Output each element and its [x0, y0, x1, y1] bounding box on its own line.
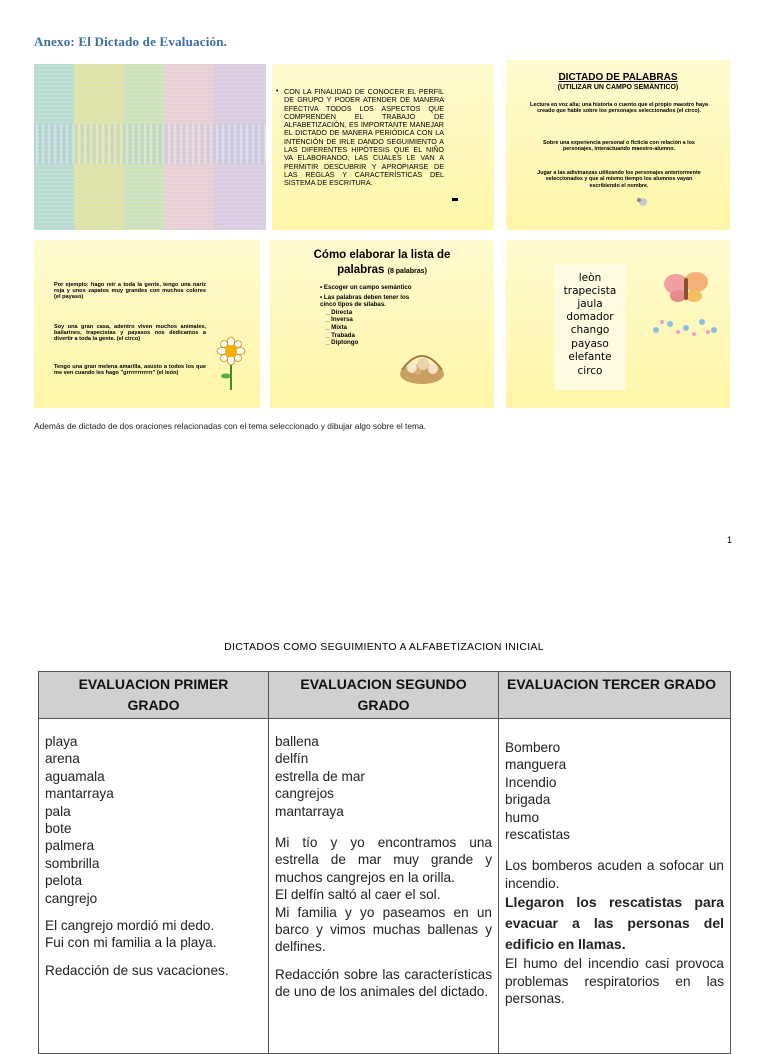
- slide5-list: • Escoger un campo semántico • Las palabras deben tener los cinco tipos de sílabas. _ Directa _ Inversa _ Mixta _ Trabada _ Diptongo: [320, 284, 412, 347]
- table-caption: DICTADOS COMO SEGUIMIENTO A ALFABETIZACION INICIAL: [224, 641, 544, 653]
- third-grade-cell: [499, 719, 731, 1054]
- slide6-word: circo: [577, 365, 603, 377]
- flowers-icon: [650, 316, 720, 338]
- word-item: aguamala: [45, 768, 105, 784]
- page-number: 1: [727, 535, 733, 545]
- sentence: El humo del incendio casi provoca problemas respiratorios en las personas.: [505, 956, 724, 1007]
- header-first-grade: EVALUACION PRIMER GRADO: [39, 672, 269, 719]
- header-second-grade: EVALUACION SEGUNDO GRADO: [269, 672, 499, 719]
- second-grade-cell: [269, 719, 499, 1054]
- slide3-subtitle: (UTILIZAR UN CAMPO SEMÁNTICO): [557, 84, 679, 91]
- annex-title: Anexo: El Dictado de Evaluación.: [34, 34, 228, 49]
- slide-thumbnail-6: [506, 240, 730, 408]
- word-item: mantarraya: [275, 803, 344, 819]
- word-item: pelota: [45, 873, 83, 889]
- slide6-word: jaula: [577, 298, 603, 310]
- dot-mark: [452, 198, 458, 201]
- sentence: El delfín saltó al caer el sol.: [275, 887, 441, 903]
- word-item: cangrejos: [275, 786, 334, 802]
- slide2-bullet: •: [276, 88, 279, 95]
- sentence: Fui con mi familia a la playa.: [45, 935, 217, 951]
- slide3-paragraph-2: Sobre una experiencia personal o ficticia con relación a los personajes, interactuando maestro-alumno.: [543, 140, 695, 153]
- sentence: El cangrejo mordió mi dedo.: [45, 918, 215, 934]
- writing-task: Redacción de sus vacaciones.: [45, 962, 229, 978]
- writing-task: Redacción sobre las características de uno de los animales del dictado.: [275, 966, 492, 1000]
- evaluation-table: [38, 671, 731, 1054]
- word-item: rescatistas: [505, 827, 570, 843]
- slide-thumbnail-4: [34, 240, 260, 408]
- slide3-paragraph-3: Jugar a las adivinanzas utilizando los personajes anteriormente seleccionados y que al mismo tiempo los alumnos vayan escribiendo el nombre.: [537, 170, 701, 189]
- slide5-title: Cómo elaborar la lista de palabras (8 palabras): [313, 249, 451, 276]
- word-item: humo: [505, 809, 540, 825]
- slide6-word: trapecista: [563, 285, 617, 297]
- word-item: palmera: [45, 838, 95, 854]
- word-item: Incendio: [505, 774, 557, 790]
- basket-icon: [396, 340, 448, 386]
- slide4-paragraph-2: Soy una gran casa, adentro viven muchos animales, bailarines, trapecistas y payasos nos dedicamos a divertir a toda la gente. (el circo): [54, 324, 206, 343]
- sentence: Mi tío y yo encontramos una estrella de mar muy grande y muchos cangrejos en la orilla.: [275, 835, 492, 885]
- slide6-word: chango: [570, 324, 610, 336]
- slide6-word: domador: [566, 311, 614, 323]
- decorative-clown-icon: [634, 196, 652, 208]
- word-item: bote: [45, 821, 72, 837]
- word-item: cangrejo: [45, 890, 98, 906]
- sentence: Los bomberos acuden a sofocar un incendio.: [505, 858, 724, 891]
- note-text: Además de dictado de dos oraciones relacionadas con el tema seleccionado y dibujar algo sobre el tema.: [34, 421, 427, 431]
- word-item: pala: [45, 803, 71, 819]
- word-item: ballena: [275, 734, 319, 749]
- slide-thumbnail-1: [34, 64, 266, 230]
- slide6-word: leòn: [578, 272, 602, 284]
- word-item: mantarraya: [45, 786, 114, 802]
- slide6-word: payaso: [571, 338, 609, 350]
- flower-icon: [216, 336, 246, 390]
- slide3-title: DICTADO DE PALABRAS: [558, 72, 678, 83]
- word-item: delfín: [275, 751, 309, 767]
- slide-thumbnail-3: [506, 60, 730, 230]
- table-row: [39, 719, 731, 1054]
- word-item: sombrilla: [45, 855, 100, 871]
- word-item: playa: [45, 734, 78, 749]
- word-item: manguera: [505, 757, 567, 773]
- slide-thumbnail-5: [270, 240, 494, 408]
- first-grade-cell: [39, 719, 269, 1054]
- table-header-row: [39, 672, 731, 719]
- slide2-text: CON LA FINALIDAD DE CONOCER EL PERFIL DE GRUPO Y PODER ATENDER DE MANERA EFECTIVA TODOS LOS ASPECTOS QUE COMPRENDEN EL TRABAJO DE ALFABETIZACIÓN, ES IMPORTANTE MANEJAR EL DICTADO DE MANERA PERIÓDICA CON LA INTENCIÓN DE IRLE DANDO SEGUIMIENTO A LAS DIFERENTES HIPÓTESIS QUE EL NIÑO VA ELABORANDO, LAS CUALES LE VAN A PERMITIR DESCUBRIR Y APROPIARSE DE LAS REGLAS Y CARACTERÍSTICAS DEL SISTEMA DE ESCRITURA.: [284, 87, 444, 188]
- slide3-paragraph-1: Lectura en voz alta; una historia o cuento que el propio maestro haya creado que hable sobre los personajes seleccionados (el circo).: [530, 102, 708, 115]
- word-item: brigada: [505, 792, 551, 808]
- slide-thumbnail-2: [272, 64, 494, 230]
- word-item: estrella de mar: [275, 768, 365, 784]
- header-third-grade: EVALUACION TERCER GRADO: [499, 672, 731, 719]
- slide4-paragraph-3: Tengo una gran melena amarilla, asusto a todos los que me ven cuando les hago "grrrrrrrrrrrr" (el león): [54, 364, 206, 377]
- sentence: Llegaron los rescatistas para evacuar a las personas del edificio en llamas.: [505, 894, 724, 953]
- slide6-word: elefante: [568, 351, 612, 363]
- sentence: Mi familia y yo paseamos en un barco y vimos muchas ballenas y delfines.: [275, 904, 492, 955]
- word-item: arena: [45, 751, 80, 767]
- slide4-paragraph-1: Por ejemplo: hago reír a toda la gente, tengo una nariz roja y unos zapatos muy grandes con muchos colores (el payaso): [54, 282, 206, 301]
- butterfly-icon: [662, 270, 710, 306]
- word-item: Bombero: [505, 740, 561, 755]
